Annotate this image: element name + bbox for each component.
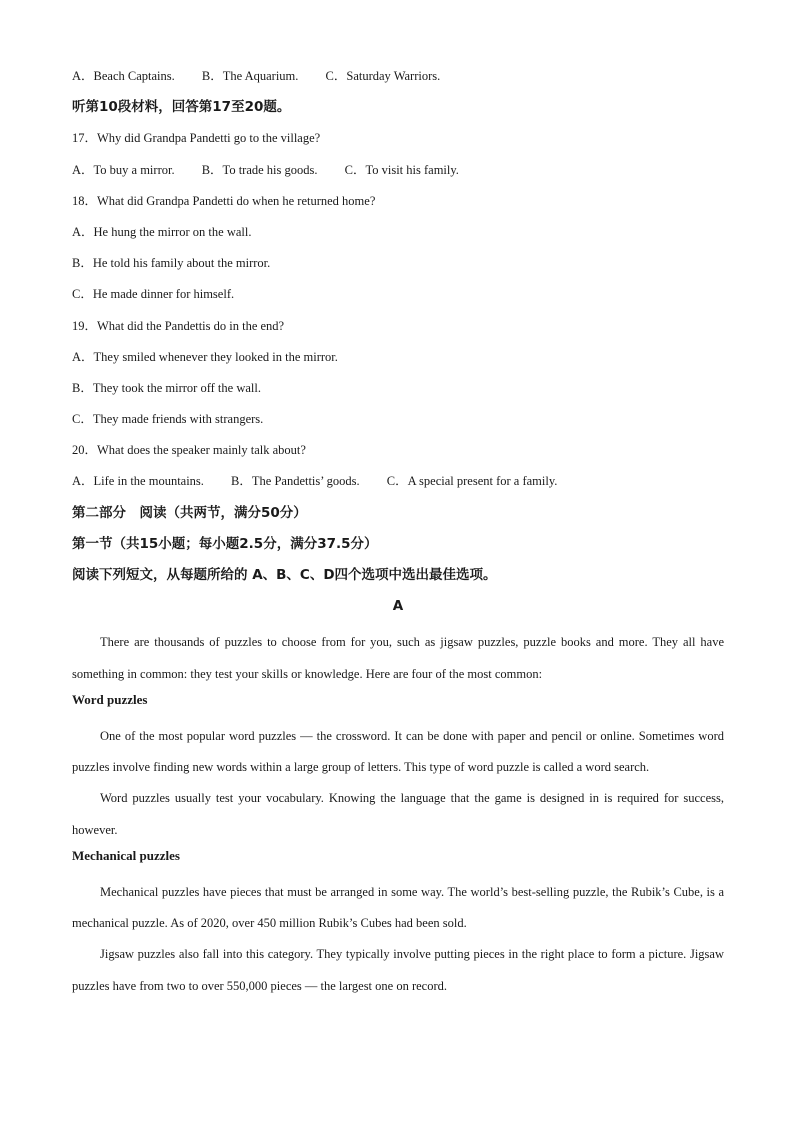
q16-option-b: B．The Aquarium. [201, 69, 299, 83]
q18-question: 18．What did Grandpa Pandetti do when he returned home? [72, 193, 376, 208]
passage-intro: There are thousands of puzzles to choose from for you, such as jigsaw puzzles, puzzle books and more. They all have something in common: they test your skills or knowledge. Here are four of the most common: [72, 635, 724, 681]
q16-options [72, 66, 724, 97]
listening-instruction-10: 听第10段材料，回答第17至20题。 [72, 99, 291, 116]
exam-page [72, 66, 724, 1002]
q17-option-a: A．To buy a mirror. [72, 162, 175, 177]
q17-question: 17．Why did Grandpa Pandetti go to the village? [72, 131, 321, 146]
q17-option-b: B．To trade his goods. [201, 162, 318, 177]
q18-option-a: A．He hung the mirror on the wall. [72, 224, 252, 239]
part2-instruction: 阅读下列短文，从每题所给的 A、B、C、D四个选项中选出最佳选项。 [72, 567, 497, 583]
q20-option-b: B．The Pandettis’ goods. [231, 474, 360, 489]
word-puzzles-paragraph-1: One of the most popular word puzzles — the crossword. It can be done with paper and pencil or online. Sometimes word puzzles involve finding new words within a large group of letters. This type of word puzzle is called a word search. [72, 728, 724, 775]
part2-title: 第二部分 阅读（共两节，满分50分） [72, 504, 307, 521]
q17-options [72, 160, 724, 191]
q19-option-a: A．They smiled whenever they looked in the mirror. [72, 349, 338, 364]
q20-options [72, 471, 724, 502]
q19-option-b: B．They took the mirror off the wall. [72, 380, 261, 395]
q20-option-a: A．Life in the mountains. [72, 474, 204, 489]
part2-section1-title: 第一节（共15小题；每小题2.5分，满分37.5分） [72, 535, 378, 552]
q18-option-c: C．He made dinner for himself. [72, 287, 235, 302]
q20-option-c: C．A special present for a family. [386, 474, 558, 489]
q19-option-c: C．They made friends with strangers. [72, 412, 264, 427]
q19-question: 19．What did the Pandettis do in the end? [72, 318, 285, 333]
q17-option-c: C．To visit his family. [344, 162, 459, 177]
mechanical-puzzles-paragraph-1: Mechanical puzzles have pieces that must be arranged in some way. The world’s best-selling puzzle, the Rubik’s Cube, is a mechanical puzzle. As of 2020, over 450 million Rubik’s Cubes had been sold. [72, 884, 724, 931]
q18-option-b: B．He told his family about the mirror. [72, 256, 271, 271]
passage-label: A [392, 598, 404, 615]
q16-option-a: A．Beach Captains. [72, 69, 175, 83]
word-puzzles-paragraph-2: Word puzzles usually test your vocabulary. Knowing the language that the game is designed in is required for success, however. [72, 791, 724, 837]
q16-option-c: C．Saturday Warriors. [325, 69, 441, 83]
mechanical-puzzles-heading: Mechanical puzzles [72, 847, 180, 863]
q20-question: 20．What does the speaker mainly talk about? [72, 443, 306, 458]
mechanical-puzzles-paragraph-2: Jigsaw puzzles also fall into this category. They typically involve putting pieces in the right place to form a picture. Jigsaw puzzles have from two to over 550,000 pieces — the largest one on record. [72, 947, 724, 993]
word-puzzles-heading: Word puzzles [72, 691, 148, 707]
